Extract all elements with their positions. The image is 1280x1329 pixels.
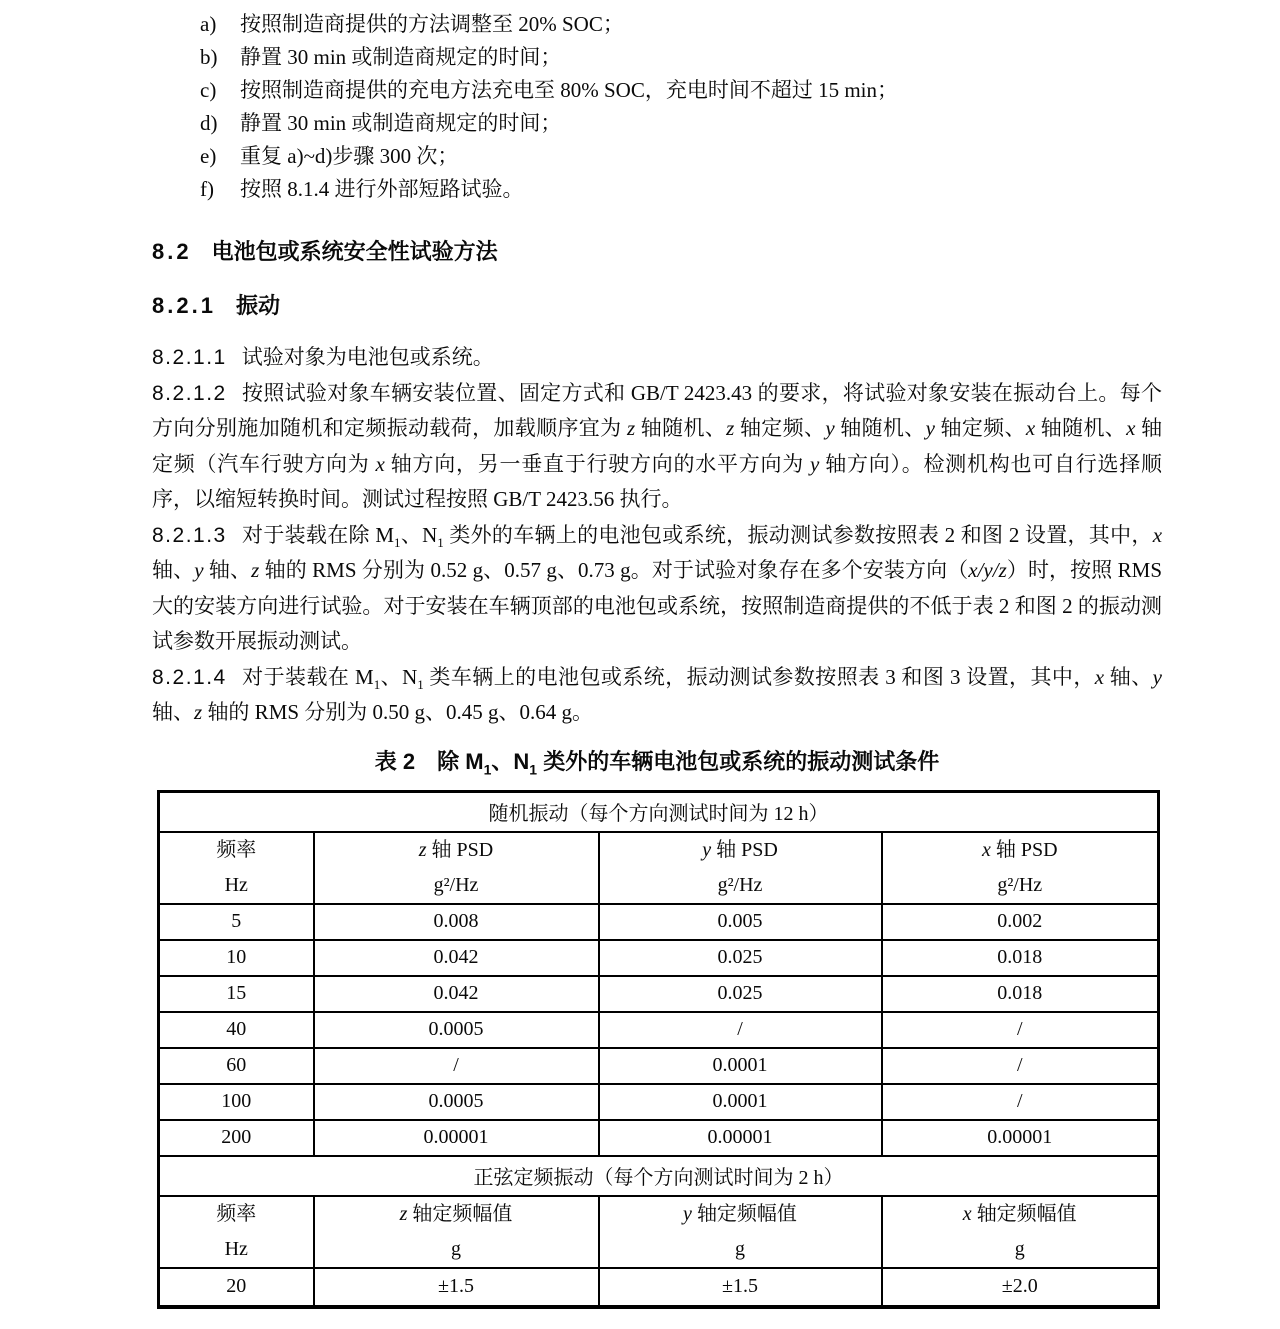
- column-unit: Hz: [224, 1237, 248, 1260]
- table-cell: 10: [159, 940, 314, 976]
- column-label: y 轴 PSD: [702, 838, 778, 861]
- table-cell: 0.018: [882, 976, 1159, 1012]
- table-cell: 0.008: [314, 904, 599, 940]
- table-cell: ±1.5: [314, 1268, 599, 1307]
- table-row: [159, 1268, 1159, 1307]
- procedure-step: [152, 140, 1162, 173]
- table-2-vibration-test-conditions: [157, 790, 1160, 1309]
- column-unit: Hz: [224, 873, 248, 896]
- table-cell: 0.00001: [314, 1120, 599, 1156]
- column-label: z 轴 PSD: [418, 838, 494, 861]
- section-title-text: 电池包或系统安全性试验方法: [211, 239, 498, 264]
- clause-8-2-1-1: 8.2.1.1 试验对象为电池包或系统。: [152, 345, 494, 369]
- column-header-y-psd: [599, 832, 882, 904]
- column-label: x 轴定频幅值: [962, 1202, 1077, 1225]
- random-vibration-section-row: [159, 791, 1159, 832]
- table-cell: 0.025: [599, 940, 882, 976]
- table-cell: /: [314, 1048, 599, 1084]
- column-label: 频率: [216, 1202, 257, 1225]
- column-unit: g: [1014, 1237, 1025, 1260]
- sine-vibration-section-row: [159, 1156, 1159, 1196]
- column-unit: g: [451, 1237, 461, 1260]
- column-label: 频率: [216, 838, 257, 861]
- procedure-step: [152, 8, 1162, 41]
- table-row: [159, 904, 1159, 940]
- table-row: [159, 940, 1159, 976]
- procedure-step: [152, 74, 1162, 107]
- table-cell: 0.0001: [599, 1048, 882, 1084]
- table-row: [159, 976, 1159, 1012]
- step-text: 按照制造商提供的充电方法充电至 80% SOC，充电时间不超过 15 min；: [240, 78, 899, 102]
- table-cell: 0.042: [314, 976, 599, 1012]
- section-heading-8-2: [152, 238, 1162, 266]
- step-marker: f): [200, 177, 214, 201]
- table-cell: 0.0005: [314, 1084, 599, 1120]
- step-marker: c): [200, 78, 217, 102]
- step-marker: e): [200, 144, 217, 168]
- table-row: [159, 1048, 1159, 1084]
- column-label: x 轴 PSD: [981, 838, 1058, 861]
- clause-8-2-1-2: 8.2.1.2 按照试验对象车辆安装位置、固定方式和 GB/T 2423.43 的要求，将试验对象安装在振动台上。每个方向分别施加随机和定频振动载荷，加载顺序宜为 z 轴随机、z 轴定频、y 轴随机、y 轴定频、x 轴随机、x 轴定频（汽车行驶方向为 x 轴方向，另一垂直于行驶方向的水平方向为 y 轴方向）。检测机构也可自行选择顺序，以缩短转换时间。测试过程按照 GB/T 2423.56 执行。: [152, 380, 1163, 511]
- column-header-y-amplitude: [599, 1196, 882, 1268]
- column-header-frequency: [159, 1196, 314, 1268]
- column-unit: g²/Hz: [433, 873, 479, 896]
- table-cell: /: [882, 1048, 1159, 1084]
- column-unit: g²/Hz: [717, 873, 763, 896]
- table-cell: 0.042: [314, 940, 599, 976]
- column-header-frequency: [159, 832, 314, 904]
- table-cell: ±2.0: [882, 1268, 1159, 1307]
- step-text: 静置 30 min 或制造商规定的时间；: [240, 45, 562, 69]
- table-cell: /: [882, 1084, 1159, 1120]
- column-header-row: [159, 832, 1159, 904]
- table-section-header: 随机振动（每个方向测试时间为 12 h）: [159, 791, 1159, 832]
- table-cell: 0.025: [599, 976, 882, 1012]
- table-cell: 0.018: [882, 940, 1159, 976]
- section-number: 8.2.1: [152, 293, 216, 318]
- column-header-z-psd: [314, 832, 599, 904]
- table-cell: ±1.5: [599, 1268, 882, 1307]
- section-title-text: 振动: [235, 293, 280, 318]
- clause-8-2-1-3: 8.2.1.3 对于装载在除 $M_1$、$N_1$ 类外的车辆上的电池包或系统，振动测试参数按照表 2 和图 2 设置，其中，x 轴、y 轴、z 轴的 RMS 分别为 0.52 g、0.57 g、0.73 g。对于试验对象存在多个安装方向（x/y/z）时，按照 RMS 大的安装方向进行试验。对于安装在车辆顶部的电池包或系统，按照制造商提供的不低于表 2 和图 2 的振动测试参数开展振动测试。: [152, 522, 1163, 653]
- step-marker: a): [200, 12, 217, 36]
- step-text: 按照 8.1.4 进行外部短路试验。: [240, 177, 524, 201]
- column-label: z 轴定频幅值: [399, 1202, 513, 1225]
- procedure-step: [152, 173, 1162, 206]
- table-cell: 60: [159, 1048, 314, 1084]
- column-header-row: [159, 1196, 1159, 1268]
- procedure-step-list: [152, 8, 1162, 206]
- procedure-step: [152, 41, 1162, 74]
- column-header-x-amplitude: [882, 1196, 1159, 1268]
- column-header-x-psd: [882, 832, 1159, 904]
- table-cell: 0.0001: [599, 1084, 882, 1120]
- table-cell: 200: [159, 1120, 314, 1156]
- step-text: 重复 a)~d)步骤 300 次；: [240, 144, 459, 168]
- section-heading-8-2-1: [152, 292, 1162, 320]
- table-cell: /: [882, 1012, 1159, 1048]
- table-cell: 0.005: [599, 904, 882, 940]
- step-text: 静置 30 min 或制造商规定的时间；: [240, 111, 562, 135]
- clause-8-2-1-4: 8.2.1.4 对于装载在 $M_1$、$N_1$ 类车辆上的电池包或系统，振动测试参数按照表 3 和图 3 设置，其中，x 轴、y 轴、z 轴的 RMS 分别为 0.50 g、0.45 g、0.64 g。: [152, 664, 1162, 724]
- table-cell: 15: [159, 976, 314, 1012]
- table-2-title: 表 2 除 $M_1$、$N_1$ 类外的车辆电池包或系统的振动测试条件: [374, 748, 940, 777]
- table-cell: 5: [159, 904, 314, 940]
- table-cell: 0.00001: [599, 1120, 882, 1156]
- table-row: [159, 1012, 1159, 1048]
- table-row: [159, 1084, 1159, 1120]
- table-cell: 0.00001: [882, 1120, 1159, 1156]
- table-cell: 0.0005: [314, 1012, 599, 1048]
- procedure-step: [152, 107, 1162, 140]
- table-row: [159, 1120, 1159, 1156]
- table-cell: 0.002: [882, 904, 1159, 940]
- step-text: 按照制造商提供的方法调整至 20% SOC；: [240, 12, 624, 36]
- table-cell: 40: [159, 1012, 314, 1048]
- section-number: 8.2: [152, 239, 192, 264]
- clause-block: [152, 340, 1162, 731]
- table-cell: 20: [159, 1268, 314, 1307]
- column-unit: g: [735, 1237, 745, 1260]
- column-header-z-amplitude: [314, 1196, 599, 1268]
- table-cell: 100: [159, 1084, 314, 1120]
- column-unit: g²/Hz: [997, 873, 1043, 896]
- table-cell: /: [599, 1012, 882, 1048]
- column-label: y 轴定频幅值: [683, 1202, 797, 1225]
- table-section-header: 正弦定频振动（每个方向测试时间为 2 h）: [159, 1156, 1159, 1196]
- step-marker: d): [200, 111, 218, 135]
- step-marker: b): [200, 45, 218, 69]
